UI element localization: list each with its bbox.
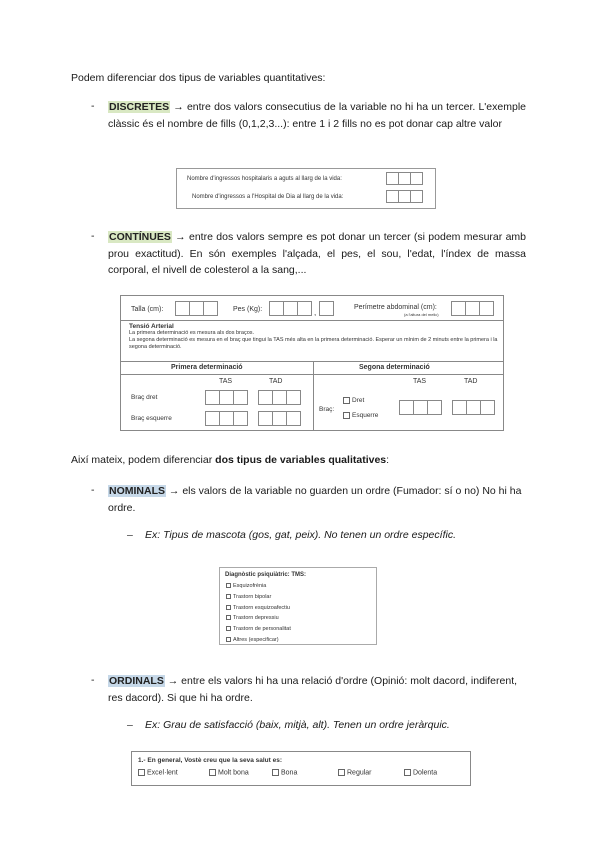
form-row-day-hospital-admissions: Nombre d'ingressos a l'Hospital de Dia al llarg de la vida:: [192, 194, 344, 200]
digit-cell[interactable]: [205, 390, 220, 405]
digit-cell[interactable]: [297, 301, 312, 316]
option-dret[interactable]: Dret: [343, 397, 364, 404]
digit-cell[interactable]: [427, 400, 442, 415]
tad-header: TAD: [464, 378, 478, 385]
option-esquerre[interactable]: Esquerre: [343, 412, 378, 419]
checkbox[interactable]: [226, 637, 231, 642]
example-dash: –: [127, 719, 133, 731]
pes-label: Pes (Kg):: [233, 306, 263, 313]
digit-cell[interactable]: [479, 301, 494, 316]
digit-cell[interactable]: [219, 390, 234, 405]
qualitative-intro-pre: Així mateix, podem diferenciar: [71, 454, 216, 466]
ordinals-paragraph: [108, 673, 526, 706]
digit-cell[interactable]: [410, 190, 423, 203]
qualitative-intro-bold: dos tipus de variables qualitatives: [215, 454, 387, 466]
digit-cell[interactable]: [466, 400, 481, 415]
digit-cell[interactable]: [410, 172, 423, 185]
digit-cell[interactable]: [480, 400, 495, 415]
divider: [121, 361, 503, 362]
ordinals-text: → entre els valors hi ha una relació d'ordre (Opinió: molt dacord, indiferent, res dacord). Si que hi ha ordre.: [108, 675, 518, 704]
bullet-dash: -: [91, 484, 95, 496]
ordinals-label: ORDINALS: [109, 675, 164, 687]
checkbox[interactable]: [272, 769, 279, 776]
digit-cell[interactable]: [269, 301, 284, 316]
vertical-divider: [313, 361, 314, 431]
diagnostic-options: [226, 581, 291, 646]
tensio-line-1: La primera determinació es mesura als dos braços.: [129, 330, 255, 336]
checkbox[interactable]: [338, 769, 345, 776]
option-dolenta[interactable]: Dolenta: [404, 769, 437, 776]
discretes-form: [176, 168, 436, 209]
perimetre-label: Perímetre abdominal (cm):: [354, 304, 437, 311]
continues-text: → entre dos valors sempre es pot donar un tercer (si podem mesurar amb prou exactitud). En són exemples l'alçada, el pes, el sou, l'edat, l'índex de massa corporal, el nivell de colesterol a la sang,...: [108, 231, 526, 276]
brac-label: Braç:: [319, 406, 335, 413]
digit-cell[interactable]: [258, 411, 273, 426]
digit-cell[interactable]: [286, 390, 301, 405]
divider: [121, 374, 503, 375]
pes-decimal-cell[interactable]: [319, 301, 334, 316]
primera-determinacio: Primera determinació: [171, 364, 243, 371]
segona-determinacio: Segona determinació: [359, 364, 430, 371]
digit-cell[interactable]: [189, 301, 204, 316]
digit-cell[interactable]: [203, 301, 218, 316]
checkbox[interactable]: [404, 769, 411, 776]
day-hospital-cells[interactable]: [386, 190, 423, 203]
qualitative-intro-post: :: [386, 454, 390, 466]
digit-cell[interactable]: [399, 400, 414, 415]
digit-cell[interactable]: [465, 301, 480, 316]
checkbox[interactable]: [343, 412, 350, 419]
checkbox[interactable]: [343, 397, 350, 404]
digit-cell[interactable]: [451, 301, 466, 316]
bullet-dash: -: [91, 100, 95, 112]
checkbox[interactable]: [226, 615, 231, 620]
option-regular[interactable]: Regular: [338, 769, 372, 776]
nominals-form: [219, 567, 377, 645]
dret-tas-cells[interactable]: [205, 390, 248, 405]
option-molt-bona[interactable]: Molt bona: [209, 769, 249, 776]
diagnostic-option[interactable]: Esquizofrènia: [226, 581, 291, 592]
digit-cell[interactable]: [272, 390, 287, 405]
esquerre-tas-cells[interactable]: [205, 411, 248, 426]
brac-esquerre-label: Braç esquerre: [131, 415, 172, 422]
tensio-line-2: La segona determinació es mesura en el braç que tingui la TAS més alta en la primera determinació. Esperar un mínim de 2 minuts entre la primera i la segona determinació.: [129, 337, 498, 350]
nominals-label: NOMINALS: [109, 485, 165, 497]
checkbox[interactable]: [226, 626, 231, 631]
ordinals-example: Ex: Grau de satisfacció (baix, mitjà, alt). Tenen un ordre jeràrquic.: [145, 719, 450, 731]
digit-cell[interactable]: [319, 301, 334, 316]
talla-cells[interactable]: [175, 301, 218, 316]
tas-header: TAS: [413, 378, 427, 385]
checkbox[interactable]: [138, 769, 145, 776]
continues-label: CONTÍNUES: [109, 231, 171, 243]
digit-cell[interactable]: [175, 301, 190, 316]
example-dash: –: [127, 529, 133, 541]
digit-cell[interactable]: [272, 411, 287, 426]
diagnostic-option[interactable]: Trastorn depressiu: [226, 613, 291, 624]
diagnostic-option[interactable]: Altres (especificar): [226, 635, 291, 646]
checkbox[interactable]: [226, 583, 231, 588]
dret-tad-cells[interactable]: [258, 390, 301, 405]
digit-cell[interactable]: [413, 400, 428, 415]
checkbox[interactable]: [209, 769, 216, 776]
perimetre-note: (a l'altura del melic): [404, 312, 439, 317]
pes-cells[interactable]: [269, 301, 312, 316]
discretes-paragraph: [108, 99, 526, 132]
diagnostic-option[interactable]: Trastorn bipolar: [226, 592, 291, 603]
ordinals-form: [131, 751, 471, 786]
discretes-text: → entre dos valors consecutius de la variable no hi ha un tercer. L'exemple clàssic és el nombre de fills (0,1,2,3...): entre 1 i 2 fills no es pot donar cap altre valor: [108, 101, 526, 130]
nominals-paragraph: [108, 483, 526, 516]
bullet-dash: -: [91, 674, 95, 686]
continues-form: [120, 295, 504, 431]
digit-cell[interactable]: [258, 390, 273, 405]
continues-paragraph: [108, 229, 526, 279]
brac-dret-label: Braç dret: [131, 394, 158, 401]
option-excellent[interactable]: Excel·lent: [138, 769, 178, 776]
divider: [121, 320, 503, 321]
checkbox[interactable]: [226, 594, 231, 599]
quantitative-intro: Podem diferenciar dos tipus de variables quantitatives:: [71, 72, 326, 84]
diagnostic-option[interactable]: Trastorn esquizoafectiu: [226, 603, 291, 614]
digit-cell[interactable]: [219, 411, 234, 426]
option-bona[interactable]: Bona: [272, 769, 297, 776]
nominals-example: Ex: Tipus de mascota (gos, gat, peix). No tenen un ordre específic.: [145, 529, 456, 541]
tas-header: TAS: [219, 378, 233, 385]
bullet-dash: -: [91, 230, 95, 242]
digit-cell[interactable]: [283, 301, 298, 316]
decimal-comma: ,: [314, 308, 317, 317]
digit-cell[interactable]: [233, 411, 248, 426]
segona-tas-cells[interactable]: [399, 400, 442, 415]
nominals-text: → els valors de la variable no guarden un ordre (Fumador: sí o no) No hi ha ordre.: [108, 485, 522, 514]
digit-cell[interactable]: [205, 411, 220, 426]
acute-admissions-cells[interactable]: [386, 172, 423, 185]
form-row-acute-admissions: Nombre d'ingressos hospitalaris a aguts al llarg de la vida:: [187, 176, 342, 182]
digit-cell[interactable]: [452, 400, 467, 415]
diagnostic-title: Diagnòstic psiquiàtric: TMS:: [225, 572, 307, 578]
tad-header: TAD: [269, 378, 283, 385]
checkbox[interactable]: [226, 605, 231, 610]
tensio-title: Tensió Arterial: [129, 323, 174, 330]
digit-cell[interactable]: [286, 411, 301, 426]
discretes-label: DISCRETES: [109, 101, 170, 113]
digit-cell[interactable]: [233, 390, 248, 405]
esquerre-tad-cells[interactable]: [258, 411, 301, 426]
satisfaction-question: 1.- En general, Vostè creu que la seva salut es:: [138, 757, 283, 764]
perimetre-cells[interactable]: [451, 301, 494, 316]
diagnostic-option[interactable]: Trastorn de personalitat: [226, 624, 291, 635]
segona-tad-cells[interactable]: [452, 400, 495, 415]
talla-label: Talla (cm):: [131, 306, 164, 313]
qualitative-intro: [71, 452, 389, 469]
